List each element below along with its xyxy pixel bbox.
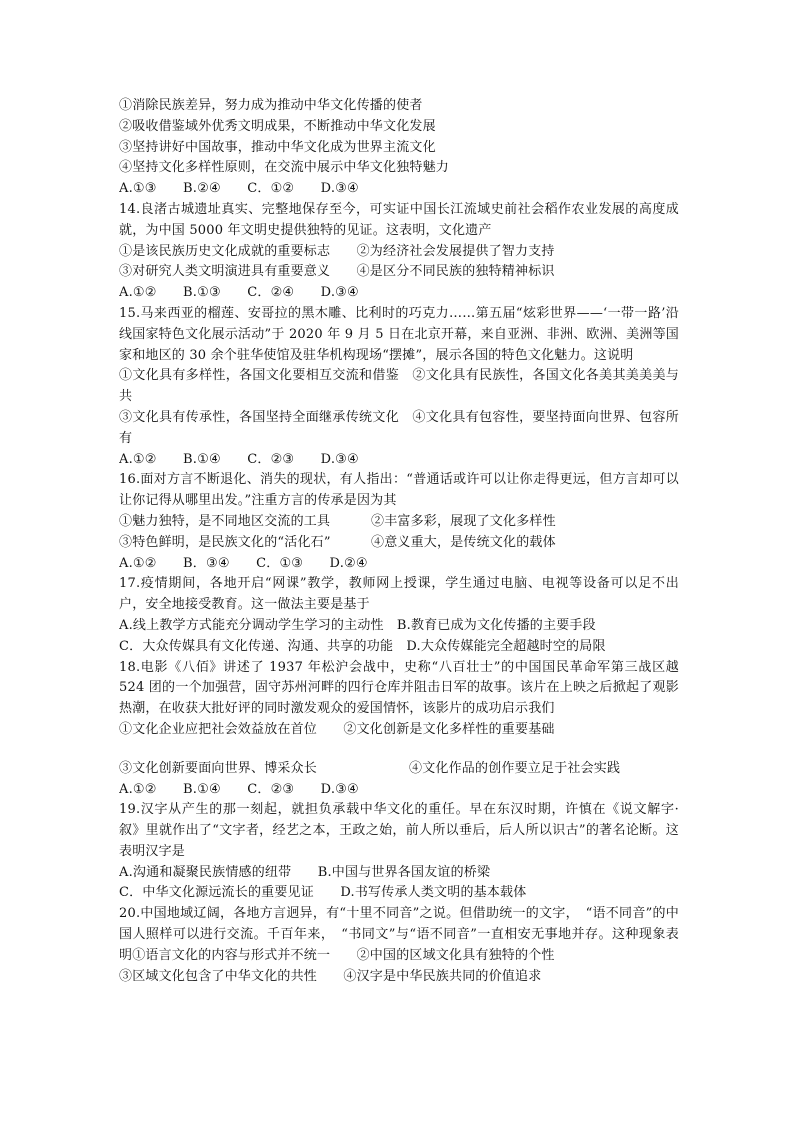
question-13 xyxy=(119,96,679,200)
q14-choices: A.①② B.①③ C．②④ D.③④ xyxy=(119,285,359,301)
q18-options-row-2 xyxy=(119,759,679,780)
q17-choices-row-1: A.线上教学方式能充分调动学生学习的主动性 B.教育已成为文化传播的主要手段 xyxy=(119,617,596,633)
question-16 xyxy=(119,470,679,574)
q15-options-row-2: ③文化具有传承性，各国坚持全面继承传统文化 ④文化具有包容性，要坚持面向世界、包容所有 xyxy=(119,409,679,446)
q15-options-row-1: ①文化具有多样性，各国文化要相互交流和借鉴 ②文化具有民族性，各国文化各美其美美美与共 xyxy=(119,368,679,405)
q13-option-4: ④坚持文化多样性原则，在交流中展示中华文化独特魅力 xyxy=(119,160,450,176)
q14-stem: 14.良渚古城遗址真实、完整地保存至今，可实证中国长江流域史前社会稻作农业发展的高度成就，为中国 5000 年文明史提供独特的见证。这表明，文化遗产 xyxy=(119,201,679,238)
q18-option-3: ③文化创新要面向世界、博采众长 xyxy=(119,760,318,776)
q14-options-row-2: ③对研究人类文明演进具有重要意义 ④是区分不同民族的独特精神标识 xyxy=(119,264,555,280)
q20-options-row-2: ③区域文化包含了中华文化的共性 ④汉字是中华民族共同的价值追求 xyxy=(119,968,542,984)
q13-option-2: ②吸收借鉴域外优秀文明成果，不断推动中华文化发展 xyxy=(119,118,436,134)
q19-choices-row-2: C．中华文化源远流长的重要见证 D.书写传承人类文明的基本载体 xyxy=(119,885,527,901)
question-20 xyxy=(119,904,679,987)
q13-option-3: ③坚持讲好中国故事，推动中华文化成为世界主流文化 xyxy=(119,139,436,155)
question-list xyxy=(119,96,679,987)
q18-stem: 18.电影《八佰》讲述了 1937 年松沪会战中，史称“八百壮士”的中国国民革命军第三战区越 524 团的一个加强营，固守苏州河畔的四行仓库并阻击日军的故事。该片在上映之后掀起了观影热潮，在收获大批好评的同时激发观众的爱国情怀，该影片的成功启示我们 xyxy=(119,659,679,717)
q18-choices: A.①② B.①④ C．②③ D.③④ xyxy=(119,781,359,797)
q15-stem: 15.马来西亚的榴莲、安哥拉的黑木雕、比利时的巧克力……第五届“炫彩世界——‘一带一路’沿线国家特色文化展示活动”于 2020 年 9 月 5 日在北京开幕，来自亚洲、非洲、欧洲、美洲等国家和地区的 30 余个驻华使馆及驻华机构现场“摆摊”，展示各国的特色文化魅力。这说明 xyxy=(119,305,679,363)
q19-choices-row-1: A.沟通和凝聚民族情感的纽带 B.中国与世界各国友谊的桥梁 xyxy=(119,864,491,880)
question-14 xyxy=(119,200,679,304)
question-18 xyxy=(119,658,679,801)
q16-option-4: ④意义重大，是传统文化的载体 xyxy=(371,534,556,550)
q14-options-row-1: ①是该民族历史文化成就的重要标志 ②为经济社会发展提供了智力支持 xyxy=(119,243,555,259)
q17-stem: 17.疫情期间，各地开启“网课”教学，教师网上授课，学生通过电脑、电视等设备可以足不出户，安全地接受教育。这一做法主要是基于 xyxy=(119,576,679,613)
q13-option-1: ①消除民族差异，努力成为推动中华文化传播的使者 xyxy=(119,98,423,113)
q16-option-2: ②丰富多彩，展现了文化多样性 xyxy=(371,513,556,529)
q16-option-3: ③特色鲜明，是民族文化的“活化石” xyxy=(119,534,331,550)
question-17 xyxy=(119,574,679,657)
question-15 xyxy=(119,304,679,470)
q16-options-row-1 xyxy=(119,512,679,533)
q16-option-1: ①魅力独特，是不同地区交流的工具 xyxy=(119,513,331,529)
q18-options-row-1: ①文化企业应把社会效益放在首位 ②文化创新是文化多样性的重要基础 xyxy=(119,721,555,737)
q16-options-row-2 xyxy=(119,533,679,554)
q15-choices: A.①② B.①④ C．②③ D.③④ xyxy=(119,451,359,467)
q16-stem: 16.面对方言不断退化、消失的现状，有人指出：“普通话或许可以让你走得更远，但方言却可以让你记得从哪里出发。”注重方言的传承是因为其 xyxy=(119,472,679,509)
q16-choices: A.①② B．③④ C．①③ D.②④ xyxy=(119,555,368,571)
q19-stem: 19.汉字从产生的那一刻起，就担负承载中华文化的重任。早在东汉时期，许慎在《说文解字·叙》里就作出了“文字者，经艺之本，王政之始，前人所以垂后，后人所以识古”的著名论断。这表明汉字是 xyxy=(119,802,679,859)
q18-option-4: ④文化作品的创作要立足于社会实践 xyxy=(409,760,621,776)
q20-stem: 20.中国地域辽阔，各地方言迥异，有“十里不同音”之说。但借助统一的文字， “语不同音”的中国人照样可以进行交流。千百年来， “书同文”与“语不同音”一直相安无事地并存。这种现象表明①语言文化的内容与形式并不统一 ②中国的区域文化具有独特的个性 xyxy=(119,906,679,963)
question-19 xyxy=(119,800,679,904)
q13-choices: A.①③ B.②④ C．①② D.③④ xyxy=(119,181,359,197)
q17-choices-row-2: C．大众传媒具有文化传递、沟通、共享的功能 D.大众传媒能完全超越时空的局限 xyxy=(119,638,606,654)
